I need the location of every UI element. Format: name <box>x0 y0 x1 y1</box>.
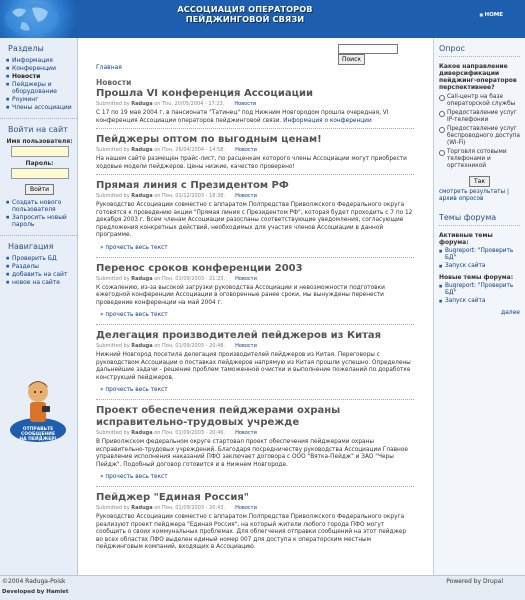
forum-topic-link[interactable]: Bugreport: "Проверить БД" <box>445 248 514 261</box>
sections-item-roaming[interactable] <box>6 96 73 103</box>
news-category-link[interactable]: Новости <box>235 505 257 511</box>
read-more-link[interactable]: » прочесть весь текст <box>100 474 414 480</box>
forum-topic-item[interactable] <box>439 263 520 270</box>
forum-block <box>434 207 525 320</box>
news-author: Raduga <box>131 147 153 153</box>
search-input[interactable] <box>338 44 398 54</box>
news-body <box>96 110 414 125</box>
news-date: on Пон, 01/09/2003 - 20:46. <box>154 430 226 436</box>
news-category-link[interactable]: Новости <box>235 275 257 282</box>
read-more-link[interactable]: » прочесть весь текст <box>100 245 414 251</box>
sections-title: Разделы <box>8 44 44 53</box>
poll-option[interactable]: Торговля сотовыми телефонами и оргтехникой <box>439 149 520 170</box>
read-more-link[interactable]: » прочесть весь текст <box>100 312 414 318</box>
sections-item-label[interactable]: Роуминг <box>12 96 39 103</box>
poll-archive-link[interactable]: архив опросов <box>439 196 484 202</box>
poll-option[interactable]: Предоставление услуг IP-телефонии <box>439 110 520 124</box>
request-password-link[interactable] <box>6 214 73 228</box>
news-body: В Приволжском федеральном округе стартовал проект обеспечения пейджерами охраны исправительно-трудовых учреждений. Благодаря посредничеству руководства Ассоциации Главное управление исполнения наказаний ПФО заключает договора с ООО "Вятка-Пейдж" и ЗАО "Черы Пейдж". Подобный договор готовится и в Нижнем Новгороде. <box>96 439 408 468</box>
site-title-line1: АССОЦИАЦИЯ ОПЕРАТОРОВ <box>177 4 313 14</box>
site-header <box>0 0 525 38</box>
nav-item-label[interactable]: новое на сайте <box>12 279 60 286</box>
create-account-label[interactable]: Создать нового пользователя <box>12 199 62 213</box>
page-title: Новости <box>96 78 132 87</box>
news-date: on Пон, 01/09/2003 - 20:43. <box>154 505 226 511</box>
news-date: on Thu, 20/05/2004 - 17:23. <box>154 101 225 107</box>
username-field[interactable] <box>11 146 69 157</box>
svg-text:НА ПЕЙДЖЕР!: НА ПЕЙДЖЕР! <box>19 437 57 442</box>
navigation-block <box>0 236 77 293</box>
news-item <box>96 180 414 258</box>
news-author: Raduga <box>131 430 153 436</box>
news-item <box>96 88 414 129</box>
read-more-link[interactable]: » прочесть весь текст <box>100 387 414 393</box>
news-title[interactable]: Пейджер "Единая Россия" <box>96 492 249 503</box>
sections-item-label[interactable]: Конференции <box>12 65 56 72</box>
news-date: on Пон, 26/04/2004 - 14:58. <box>154 147 226 153</box>
news-list <box>96 88 414 560</box>
news-meta <box>96 505 414 511</box>
nav-item-label[interactable]: Проверить БД <box>12 255 57 262</box>
sections-item-info[interactable] <box>6 57 73 64</box>
password-field[interactable] <box>11 168 69 179</box>
forum-topic-item[interactable] <box>439 298 520 305</box>
news-category-link[interactable]: Новости <box>235 193 257 199</box>
news-meta <box>96 430 414 436</box>
poll-block <box>434 38 525 207</box>
sections-menu <box>6 57 73 111</box>
news-body: Руководство Ассоциации совместно с аппаратом Полпредства Приволжского Федерального округа реализуют проект пейджера "Единая Россия", на который жители любого города ПФО могут сообщить о своих коммунальных проблемах. Для облегчения отправки сообщений на этот пейджер во всех областях ПФО выделен единый номер 007 для доступа к операторским местным пейджинговым компаний, входящих в Ассоциацию. <box>96 514 407 550</box>
news-meta <box>96 193 414 199</box>
create-account-link[interactable] <box>6 199 73 213</box>
submitted-label: Submitted by <box>96 101 130 107</box>
news-title[interactable]: Прямая линия с Президентом РФ <box>96 180 289 191</box>
news-title[interactable]: Пейджеры оптом по выгодным ценам! <box>96 134 322 145</box>
poll-option[interactable]: Call-центр на базе операторской службы <box>439 94 520 108</box>
username-label: Имя пользователя: <box>6 138 73 145</box>
news-body: К сожалению, из-за высокой загрузки руководства Ассоциации и невозможности подготовки ежегодной конференции Ассоциации в оговоренные ранее сроки, мы вынуждены перенести проведение конференции на май 2004 г. <box>96 284 385 306</box>
news-meta <box>96 343 414 349</box>
forum-topic-item[interactable] <box>439 248 520 262</box>
news-body: Руководство Ассоциации совместно с аппаратом Полпредства Приволжского Федерального округа готовятся к проведению акции "Прямая линия с Президентом РФ", которая будет проходить с 7 по 12 декабря 2003 г. Всем членам Ассоциации разосланы соответствующие уведомления, согласующие предложения конкретных действий, необходимых для участия членов Ассоциации в данной программе. <box>96 202 413 238</box>
news-title[interactable]: Перенос сроков конференции 2003 <box>96 262 303 274</box>
news-item <box>96 263 414 326</box>
news-body: Нижний Новгород посетила делегация производителей пейджеров из Китая. Переговоры с руководством Ассоциации о поставках пейджеров напрямую из Китая прошли успешно. Определены дальнейшие задачи - решение проблем таможенной очистки и выполнение пожеланий по доработке конструкций пейджеров. <box>96 352 411 381</box>
password-label: Пароль: <box>25 160 54 167</box>
submitted-label: Submitted by <box>96 430 130 436</box>
submitted-label: Submitted by <box>96 343 130 349</box>
sections-item-pagers[interactable] <box>6 81 73 95</box>
news-date: on Пон, 01/09/2003 - 20:48. <box>154 343 226 349</box>
nav-item-add[interactable] <box>6 271 73 278</box>
sections-item-label[interactable]: Пейджеры и оборудование <box>12 81 57 95</box>
navigation-title: Навигация <box>8 242 54 251</box>
sections-item-members[interactable] <box>6 104 73 111</box>
poll-title: Опрос <box>439 44 520 57</box>
news-author: Raduga <box>131 505 153 511</box>
login-block <box>0 119 77 236</box>
forum-more-link[interactable]: далее <box>500 309 520 316</box>
news-item <box>96 330 414 400</box>
news-category-link[interactable]: Новости <box>235 147 257 153</box>
submitted-label: Submitted by <box>96 193 130 199</box>
site-title <box>165 4 325 24</box>
forum-topic-link[interactable]: Bugreport: "Проверить БД" <box>445 283 514 296</box>
forum-topic-link[interactable]: Запуск сайта <box>445 263 486 269</box>
conference-info-link[interactable]: Информация о конференции <box>283 117 372 124</box>
nav-item-sections[interactable] <box>6 263 73 270</box>
poll-option[interactable]: Предоставление услуг беспроводного доступа (Wi-Fi) <box>439 126 520 147</box>
news-title[interactable]: Делегация производителей пейджеров из Китая <box>96 330 382 341</box>
submitted-label: Submitted by <box>96 147 130 153</box>
news-meta <box>96 147 414 153</box>
poll-question: Какое направление диверсификации пейджинг-операторов перспективнее? <box>439 63 517 91</box>
submitted-label: Submitted by <box>96 275 130 282</box>
news-item <box>96 405 414 487</box>
login-button[interactable]: Войти <box>25 184 54 195</box>
sections-item-news[interactable] <box>6 73 73 80</box>
news-date: on Пон, 01/12/2003 - 18:38. <box>154 193 226 199</box>
news-author: Raduga <box>131 343 153 349</box>
news-body-text: С 17 по 19 мая 2004 г. в пансионате "Татинец" под Нижним Новгородом прошла очередная, VI конференция Ассоциации операторов пейджинговой связи. <box>96 110 389 124</box>
navigation-menu <box>6 255 73 286</box>
site-title-line2: ПЕЙДЖИНГОВОЙ СВЯЗИ <box>185 14 305 24</box>
news-meta <box>96 101 414 107</box>
home-link[interactable]: ■ HOME <box>479 12 503 18</box>
forum-topic-item[interactable] <box>439 283 520 297</box>
svg-text:СООБЩЕНИЕ: СООБЩЕНИЕ <box>20 432 56 437</box>
search-form <box>338 44 417 65</box>
login-title: Войти на сайт <box>8 125 68 134</box>
sections-item-conferences[interactable] <box>6 65 73 72</box>
sections-block <box>0 38 77 119</box>
site-footer <box>0 575 525 600</box>
news-title[interactable]: Прошла VI конференция Ассоциации <box>96 88 314 99</box>
sections-item-label[interactable]: Члены ассоциации <box>12 104 72 111</box>
news-category-link[interactable]: Новости <box>235 343 257 349</box>
forum-title: Темы форума <box>439 213 520 226</box>
right-sidebar <box>433 38 525 575</box>
nav-item-label[interactable]: Разделы <box>12 263 39 270</box>
sections-item-label[interactable]: Новости <box>12 73 41 80</box>
news-body: На нашем сайте размещен прайс-лист, по расценкам которого члены Ассоциации могут приобрести ходовые модели пейджеров. Цены низкие, качество проверено! <box>96 156 407 170</box>
news-author: Raduga <box>131 275 153 282</box>
submitted-label: Submitted by <box>96 505 130 511</box>
news-item <box>96 134 414 175</box>
news-category-link[interactable]: Новости <box>234 101 257 107</box>
nav-item-check-db[interactable] <box>6 255 73 262</box>
login-links <box>6 199 73 228</box>
nav-item-label[interactable]: добавить на сайт <box>12 271 68 278</box>
nav-item-new[interactable] <box>6 279 73 286</box>
poll-links: смотреть результаты | архив опросов <box>439 189 509 202</box>
sections-item-label[interactable]: Информация <box>12 57 53 64</box>
powered-by-text: Powered by Drupal <box>446 578 503 585</box>
news-item <box>96 492 414 555</box>
new-topics-label: Новые темы форума: <box>439 274 514 281</box>
active-topics-label: Активные темы форума: <box>439 232 493 246</box>
poll-vote-button[interactable]: Так <box>469 176 490 187</box>
request-password-label[interactable]: Запросить новый пароль <box>12 214 67 228</box>
news-title[interactable]: Проект обеспечения пейджерами охраны исправительно-трудовых учрежде <box>96 405 341 428</box>
send-pager-message-banner[interactable] <box>8 370 68 444</box>
news-author: Raduga <box>131 101 153 107</box>
breadcrumb[interactable]: Главная <box>96 64 122 71</box>
main-content <box>92 38 417 575</box>
developed-by-text: Developed by Hamlet <box>2 589 69 595</box>
news-meta <box>96 276 414 282</box>
svg-text:ОТПРАВЬТЕ: ОТПРАВЬТЕ <box>22 427 54 432</box>
forum-topic-link[interactable]: Запуск сайта <box>445 298 486 304</box>
news-author: Raduga <box>131 193 153 199</box>
globe-logo[interactable] <box>0 0 86 38</box>
copyright-text: ©2004 Raduga-Poisk <box>2 578 66 585</box>
poll-results-link[interactable]: смотреть результаты <box>439 189 506 195</box>
news-category-link[interactable]: Новости <box>235 430 257 436</box>
left-sidebar <box>0 38 78 575</box>
news-date: on Пон, 01/09/2003 - 21:23. <box>154 275 226 282</box>
search-button[interactable]: Поиск <box>338 54 365 65</box>
